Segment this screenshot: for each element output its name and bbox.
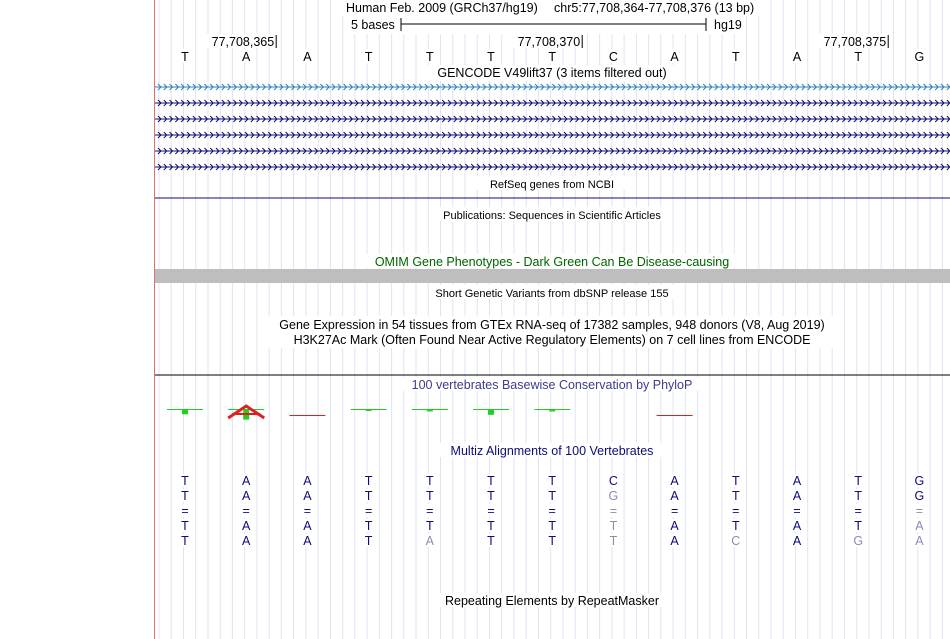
- alignment-base: T: [487, 489, 495, 503]
- alignment-base: T: [181, 519, 189, 533]
- reference-base: T: [548, 50, 557, 64]
- alignment-base: =: [364, 504, 373, 518]
- scale-bar-text: 5 bases: [351, 18, 395, 32]
- alignment-base: =: [487, 504, 495, 518]
- alignment-base: T: [425, 474, 434, 488]
- alignment-base: T: [364, 519, 373, 533]
- phylop-score-bar: [366, 410, 372, 411]
- refseq-track-title: RefSeq genes from NCBI: [489, 179, 615, 191]
- gene-row: [155, 100, 950, 106]
- alignment-base: G: [914, 474, 925, 488]
- position-text: chr5:77,708,364-77,708,376 (13 bp): [554, 1, 755, 15]
- alignment-base: T: [487, 534, 495, 548]
- phylop-baseline-segment: [412, 409, 448, 410]
- phylop-score-bar: [182, 410, 188, 414]
- alignment-base: A: [303, 474, 312, 488]
- alignment-base: =: [670, 504, 679, 518]
- gtex-track-title: Gene Expression in 54 tissues from GTEx RNA-seq of 17382 samples, 948 donors (V8, Aug 2019): [279, 318, 825, 332]
- alignment-base: A: [303, 534, 312, 548]
- alignment-base: T: [425, 489, 434, 503]
- alignment-base: A: [425, 534, 434, 548]
- alignment-base: T: [854, 489, 863, 503]
- phylop-score-bar: [427, 410, 433, 411]
- gencode-track-title: GENCODE V49lift37 (3 items filtered out): [437, 66, 667, 80]
- reference-base: T: [181, 50, 189, 64]
- publications-track-title: Publications: Sequences in Scientific Articles: [443, 210, 661, 222]
- alignment-base: =: [609, 504, 618, 518]
- h3k27ac-track-title: H3K27Ac Mark (Often Found Near Active Regulatory Elements) on 7 cell lines from ENCODE: [293, 333, 811, 347]
- phylop-baseline-segment: [228, 409, 264, 410]
- phylop-score-bar: [672, 415, 678, 416]
- alignment-base: A: [670, 474, 679, 488]
- phylop-baseline-segment: [351, 409, 387, 410]
- alignment-base: C: [731, 534, 741, 548]
- reference-base: T: [364, 50, 373, 64]
- alignment-base: A: [670, 519, 679, 533]
- alignment-base: T: [548, 489, 557, 503]
- alignment-base: =: [242, 504, 250, 518]
- alignment-base: A: [915, 519, 924, 533]
- alignment-base: A: [303, 489, 312, 503]
- alignment-base: G: [914, 489, 925, 503]
- ruler-tick-label: 77,708,365: [211, 35, 275, 49]
- alignment-base: A: [242, 534, 251, 548]
- reference-base: C: [608, 50, 618, 64]
- alignment-base: T: [731, 489, 740, 503]
- alignment-base: T: [548, 534, 557, 548]
- gene-row: [155, 116, 950, 122]
- alignment-base: =: [732, 504, 740, 518]
- reference-base: A: [792, 50, 802, 64]
- alignment-base: T: [731, 519, 740, 533]
- phylop-baseline-segment: [473, 409, 509, 410]
- alignment-base: C: [608, 474, 618, 488]
- alignment-base: =: [426, 504, 434, 518]
- reference-base: T: [854, 50, 863, 64]
- scale-db-text: hg19: [714, 18, 742, 32]
- alignment-base: =: [548, 504, 556, 518]
- phylop-score-bar: [488, 410, 494, 415]
- alignment-base: A: [792, 489, 802, 503]
- track-labels-column: [0, 0, 154, 639]
- reference-bases: [180, 49, 924, 64]
- gene-row: [155, 148, 950, 154]
- alignment-base: T: [487, 474, 495, 488]
- alignment-base: T: [609, 519, 618, 533]
- base-position-ruler: [206, 34, 890, 49]
- assembly-text: Human Feb. 2009 (GRCh37/hg19): [346, 1, 538, 15]
- dbsnp-track-title: Short Genetic Variants from dbSNP release 155: [435, 288, 669, 300]
- ruler-tick-label: 77,708,370: [517, 35, 581, 49]
- alignment-base: A: [915, 534, 924, 548]
- reference-base: A: [303, 50, 312, 64]
- alignment-base: T: [364, 489, 373, 503]
- alignment-base: T: [181, 474, 189, 488]
- alignment-base: =: [915, 504, 924, 518]
- alignment-base: =: [793, 504, 801, 518]
- reference-base: T: [731, 50, 740, 64]
- alignment-base: T: [548, 474, 557, 488]
- phylop-baseline-segment: [167, 409, 203, 410]
- alignment-base: T: [425, 519, 434, 533]
- alignment-base: A: [670, 489, 679, 503]
- reference-base: T: [425, 50, 434, 64]
- alignment-base: A: [792, 519, 802, 533]
- alignment-base: A: [792, 534, 802, 548]
- browser-image-area[interactable]: [155, 0, 950, 639]
- alignment-base: T: [364, 474, 373, 488]
- alignment-base: T: [548, 519, 557, 533]
- gene-row: [155, 164, 950, 170]
- reference-base: G: [914, 50, 925, 64]
- omim-feature-bar: [155, 269, 950, 283]
- gene-row: [155, 84, 950, 90]
- alignment-base: A: [242, 474, 251, 488]
- alignment-base: A: [242, 519, 251, 533]
- reference-base: A: [670, 50, 679, 64]
- omim-track-title: OMIM Gene Phenotypes - Dark Green Can Be Disease-causing: [374, 255, 730, 269]
- alignment-base: T: [854, 474, 863, 488]
- gencode-gene-rows: [155, 84, 950, 170]
- alignment-base: =: [854, 504, 862, 518]
- alignment-base: T: [609, 534, 618, 548]
- alignment-base: T: [181, 534, 189, 548]
- alignment-base: A: [303, 519, 312, 533]
- alignment-base: A: [792, 474, 802, 488]
- phylop-score-bar: [549, 410, 555, 411]
- alignment-base: T: [181, 489, 189, 503]
- alignment-base: A: [670, 534, 679, 548]
- ruler-tick-label: 77,708,375: [823, 35, 887, 49]
- alignment-base: =: [181, 504, 189, 518]
- reference-base: T: [487, 50, 495, 64]
- alignment-base: =: [303, 504, 312, 518]
- alignment-base: T: [731, 474, 740, 488]
- phylop-baseline-segment: [534, 409, 570, 410]
- alignment-base: G: [853, 534, 864, 548]
- multiz-track-title: Multiz Alignments of 100 Vertebrates: [450, 444, 654, 458]
- alignment-base: A: [242, 489, 251, 503]
- alignment-base: T: [364, 534, 373, 548]
- alignment-base: G: [608, 489, 619, 503]
- gene-row: [155, 132, 950, 138]
- phylop-track-title: 100 vertebrates Basewise Conservation by PhyloP: [411, 378, 693, 392]
- phylop-conservation-graph: [167, 406, 693, 420]
- repeatmasker-track-title: Repeating Elements by RepeatMasker: [444, 594, 660, 608]
- reference-base: A: [242, 50, 251, 64]
- multiz-alignment-rows: [180, 474, 924, 548]
- alignment-base: T: [854, 519, 863, 533]
- alignment-base: T: [487, 519, 495, 533]
- phylop-score-bar: [304, 415, 310, 416]
